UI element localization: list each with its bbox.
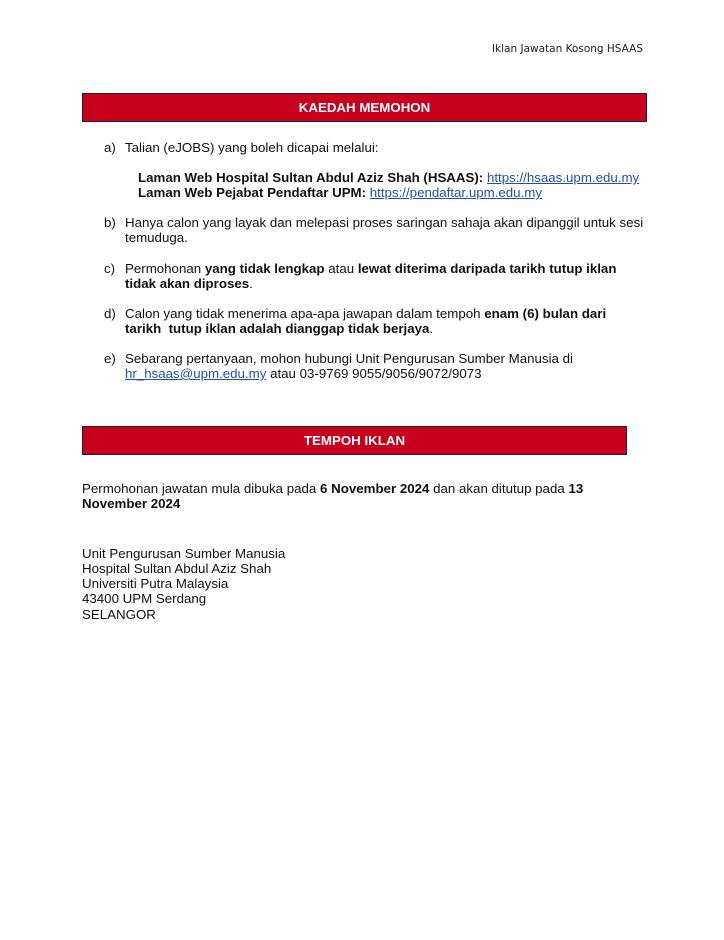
text-segment-bold: tarikh tutup iklan adalah dianggap tidak berjaya	[125, 321, 430, 336]
list-item-text: Talian (eJOBS) yang boleh dicapai melalui:	[125, 140, 379, 155]
list-marker: b)	[104, 215, 116, 230]
text-segment: Permohonan	[125, 261, 205, 276]
section-title: KAEDAH MEMOHON	[298, 100, 431, 115]
link-label: Laman Web Pejabat Pendaftar UPM:	[138, 185, 370, 200]
text-segment-bold: enam (6) bulan dari	[484, 306, 607, 321]
section-banner-kaedah-memohon	[82, 93, 647, 122]
address-line: 43400 UPM Serdang	[82, 591, 207, 606]
pendaftar-link[interactable]: https://pendaftar.upm.edu.my	[369, 185, 542, 200]
list-marker: e)	[104, 351, 116, 366]
list-item-text	[125, 261, 616, 276]
text-segment: Calon yang tidak menerima apa-apa jawapan dalam tempoh	[125, 306, 485, 321]
period-text	[82, 481, 583, 496]
hsaas-link[interactable]: https://hsaas.upm.edu.my	[486, 170, 640, 185]
address-line: Universiti Putra Malaysia	[82, 576, 229, 591]
list-item-text	[125, 306, 606, 321]
text-segment-bold: yang tidak lengkap	[204, 261, 325, 276]
text-segment: atau	[324, 261, 358, 276]
text-segment: .	[429, 321, 434, 336]
list-item-text: Hanya calon yang layak dan melepasi proses saringan sahaja akan dipanggil untuk sesi	[125, 215, 644, 230]
address-line: Hospital Sultan Abdul Aziz Shah	[82, 561, 272, 576]
list-marker: d)	[104, 306, 116, 321]
phone-numbers: atau 03-9769 9055/9056/9072/9073	[266, 366, 482, 381]
list-item-text: Sebarang pertanyaan, mohon hubungi Unit Pengurusan Sumber Manusia di	[125, 351, 573, 366]
open-date: 6 November 2024	[320, 481, 430, 496]
close-date-cont: November 2024	[82, 496, 181, 511]
link-label: Laman Web Hospital Sultan Abdul Aziz Shah (HSAAS):	[138, 170, 487, 185]
list-item-text	[125, 276, 253, 291]
list-marker: c)	[104, 261, 116, 276]
link-row-hsaas	[138, 170, 639, 185]
list-item-text	[125, 321, 433, 336]
email-link[interactable]: hr_hsaas@upm.edu.my	[125, 366, 267, 381]
close-date: 13	[568, 481, 584, 496]
link-row-pendaftar	[138, 185, 542, 200]
page-header: Iklan Jawatan Kosong HSAAS	[491, 43, 643, 55]
text-segment-bold: tidak akan diproses	[125, 276, 250, 291]
section-title: TEMPOH IKLAN	[303, 433, 406, 448]
list-item-text: temuduga.	[125, 230, 188, 245]
address-line: Unit Pengurusan Sumber Manusia	[82, 546, 286, 561]
text-segment-bold: lewat diterima daripada tarikh tutup iklan	[357, 261, 617, 276]
text-segment: dan akan ditutup pada	[429, 481, 569, 496]
text-segment: .	[249, 276, 253, 291]
address-line: SELANGOR	[82, 607, 156, 622]
section-banner-tempoh-iklan	[82, 426, 627, 455]
list-marker: a)	[104, 140, 116, 155]
contact-row	[125, 366, 482, 381]
text-segment: Permohonan jawatan mula dibuka pada	[82, 481, 321, 496]
